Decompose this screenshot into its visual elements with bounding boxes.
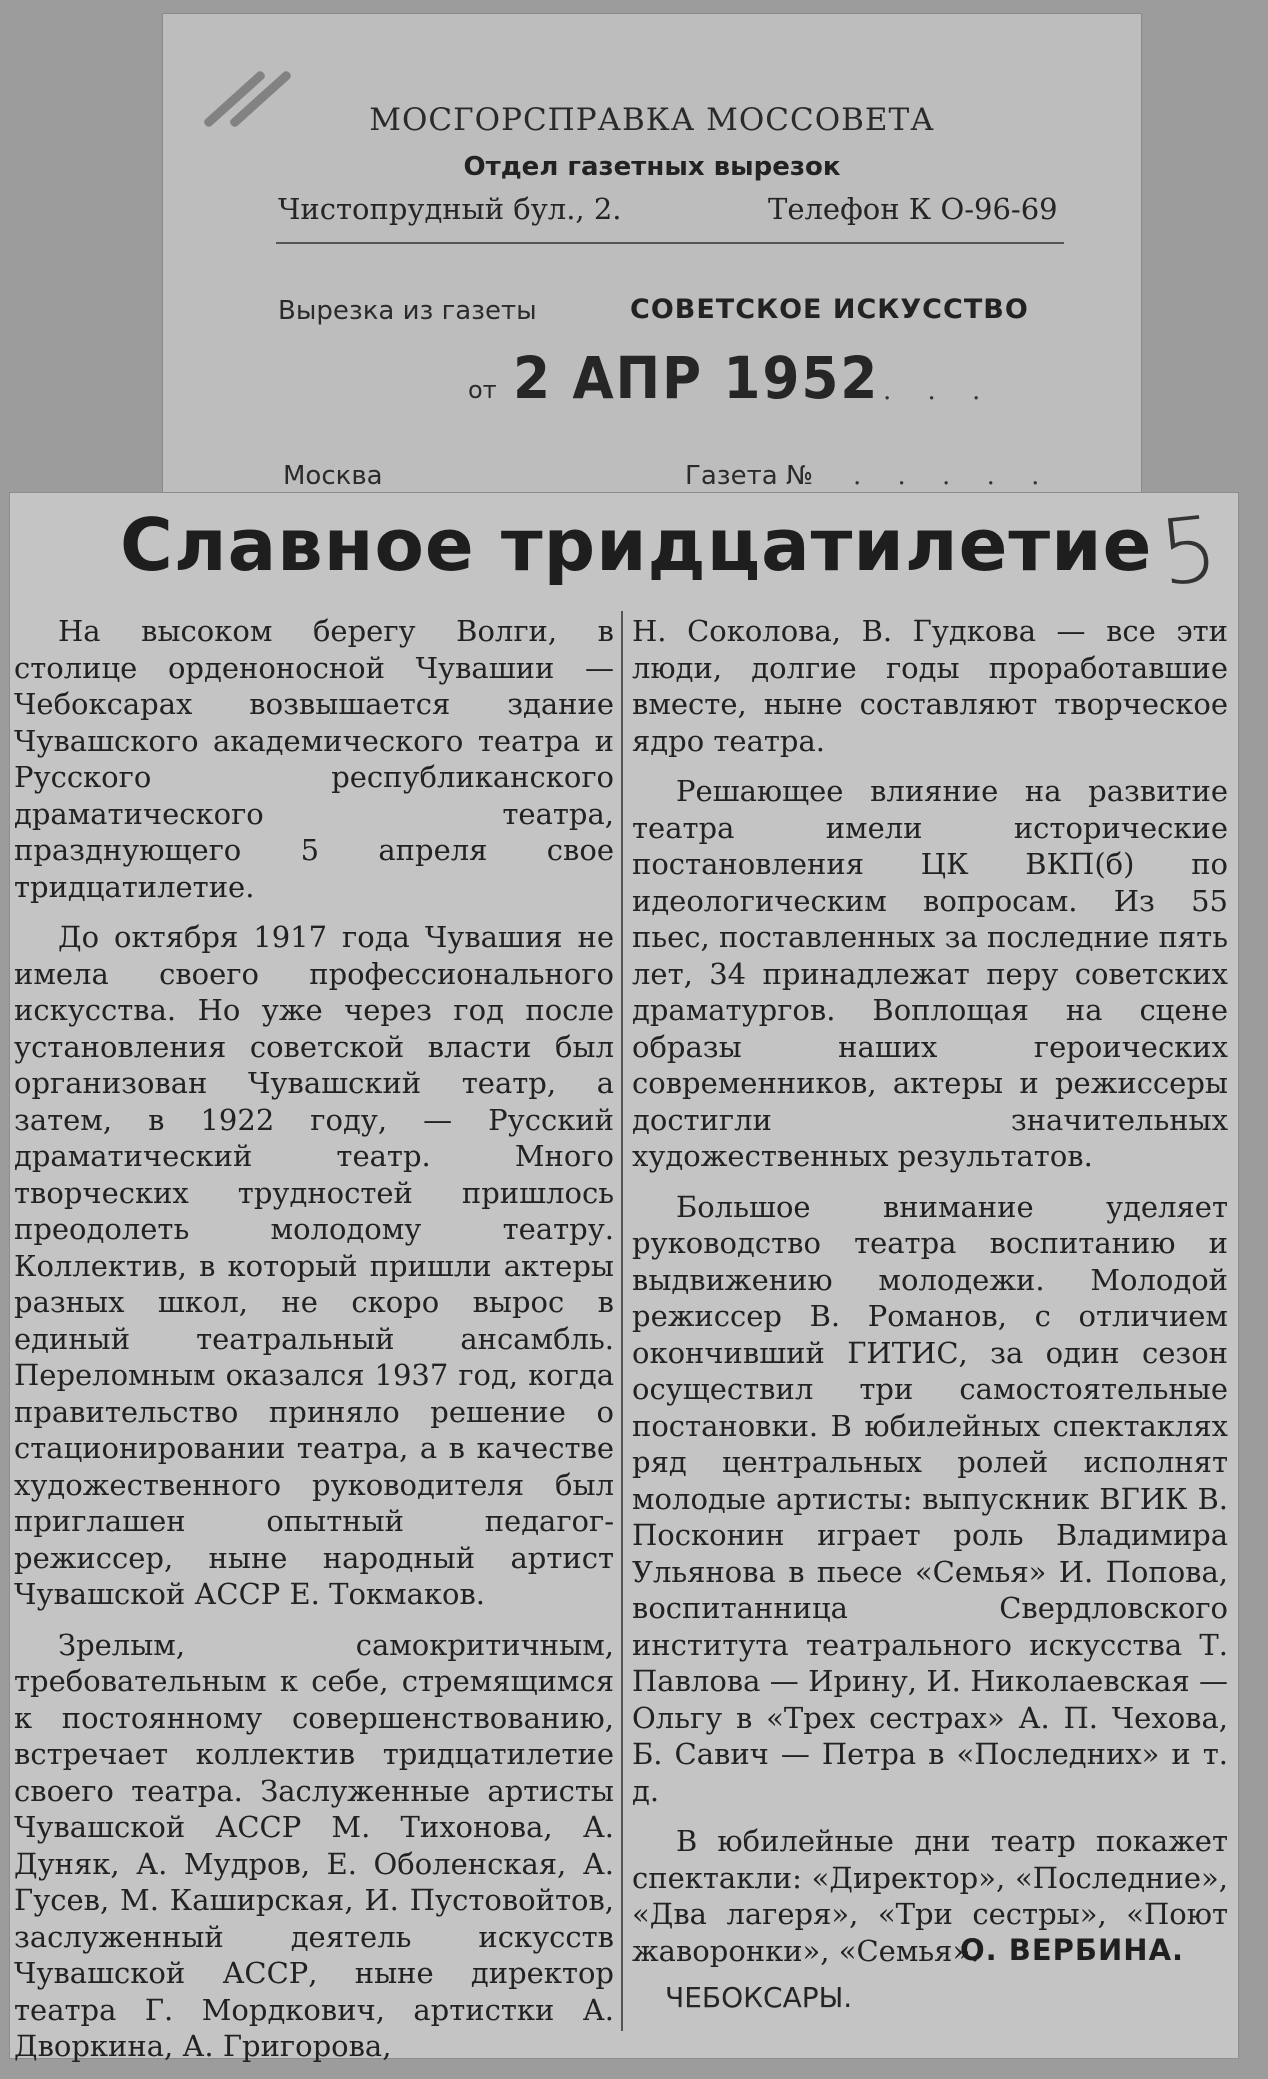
newspaper-name: СОВЕТСКОЕ ИСКУССТВО — [630, 294, 1029, 325]
paragraph: Большое внимание уделяет руководство театра воспитанию и выдвижению молодежи. Молодой режиссер В. Романов, с отличием окончивший ГИТИС, за один сезон осуществил три самостоятельные постановки. В юбилейных спектаклях ряд центральных ролей исполнят молодые артисты: выпускник ВГИК В. Посконин играет роль Владимира Ульянова в пьесе «Семья» И. Попова, воспитанница Свердловского института театрального искусства Т. Павлова — Ирину, И. Николаевская — Ольгу в «Трех сестрах» А. П. Чехова, Б. Савич — Петра в «Последних» и т. д. — [632, 1189, 1228, 1808]
slip-city: Москва — [283, 461, 383, 491]
paragraph: Н. Соколова, В. Гудкова — все эти люди, долгие годы проработавшие вместе, ныне составляют творческое ядро театра. — [632, 614, 1228, 758]
header-rule — [276, 242, 1064, 244]
article-author: О. ВЕРБИНА. — [960, 1933, 1185, 1967]
article-column-right — [632, 613, 1228, 1983]
clip-source-label: Вырезка из газеты — [278, 296, 537, 326]
article-dateline-city: ЧЕБОКСАРЫ. — [665, 1981, 853, 2014]
article-column-left — [14, 613, 614, 2079]
date-dots: . . . — [883, 376, 995, 406]
handwritten-page-number: 5 — [1154, 496, 1223, 607]
issue-dots: . . . . . — [853, 461, 1054, 491]
paragraph: До октября 1917 года Чувашия не имела своего профессионального искусства. Но уже через год после установления советской власти был организован Чувашский театр, а затем, в 1922 году, — Русский драматический театр. Много творческих трудностей пришлось преодолеть молодому театру. Коллектив, в который пришли актеры разных школ, не скоро вырос в единый театральный ансамбль. Переломным оказался 1937 год, когда правительство приняло решение о стационировании театра, а в качестве художественного руководителя был приглашен опытный педагог-режиссер, ныне народный артист Чувашской АССР Е. Токмаков. — [14, 920, 614, 1611]
paragraph: На высоком берегу Волги, в столице орденоносной Чувашии — Чебоксарах возвышается здание Чувашского академического театра и Русского республиканского драматического театра, празднующего 5 апреля свое тридцатилетие. — [14, 614, 614, 904]
date-prefix: от — [468, 376, 497, 404]
agency-phone: Телефон К О-96-69 — [768, 192, 1058, 226]
department-name: Отдел газетных вырезок — [463, 152, 841, 182]
newspaper-article — [10, 493, 1238, 2063]
paragraph: Зрелым, самокритичным, требовательным к себе, стремящимся к постоянному совершенствованию, встречает коллектив тридцатилетие своего театра. Заслуженные артисты Чувашской АССР М. Тихонова, А. Дуняк, А. Мудров, Е. Оболенская, А. Гусев, М. Каширская, И. Пустовойтов, заслуженный деятель искусств Чувашской АССР, ныне директор театра Г. Мордкович, артистки А. Дворкина, А. Григорова, — [14, 1627, 614, 2063]
agency-name: МОСГОРСПРАВКА МОССОВЕТА — [369, 102, 935, 138]
date-stamp: 2 АПР 1952 — [513, 344, 880, 412]
article-headline: Славное тридцатилетие — [120, 503, 1153, 587]
paragraph: Решающее влияние на развитие театра имели исторические постановления ЦК ВКП(б) по идеологическим вопросам. Из 55 пьес, поставленных за последние пять лет, 34 принадлежат перу советских драматургов. Воплощая на сцене образы наших героических современников, актеры и режиссеры достигли значительных художественных результатов. — [632, 774, 1228, 1173]
column-divider — [621, 611, 623, 2031]
pencil-mark-icon — [190, 60, 310, 140]
paragraph: В юбилейные дни театр покажет спектакли: «Директор», «Последние», «Два лагеря», «Три сестры», «Поют жаворонки», «Семья». — [632, 1824, 1228, 1968]
agency-address: Чистопрудный бул., 2. — [278, 192, 622, 226]
issue-label: Газета № — [685, 461, 813, 491]
